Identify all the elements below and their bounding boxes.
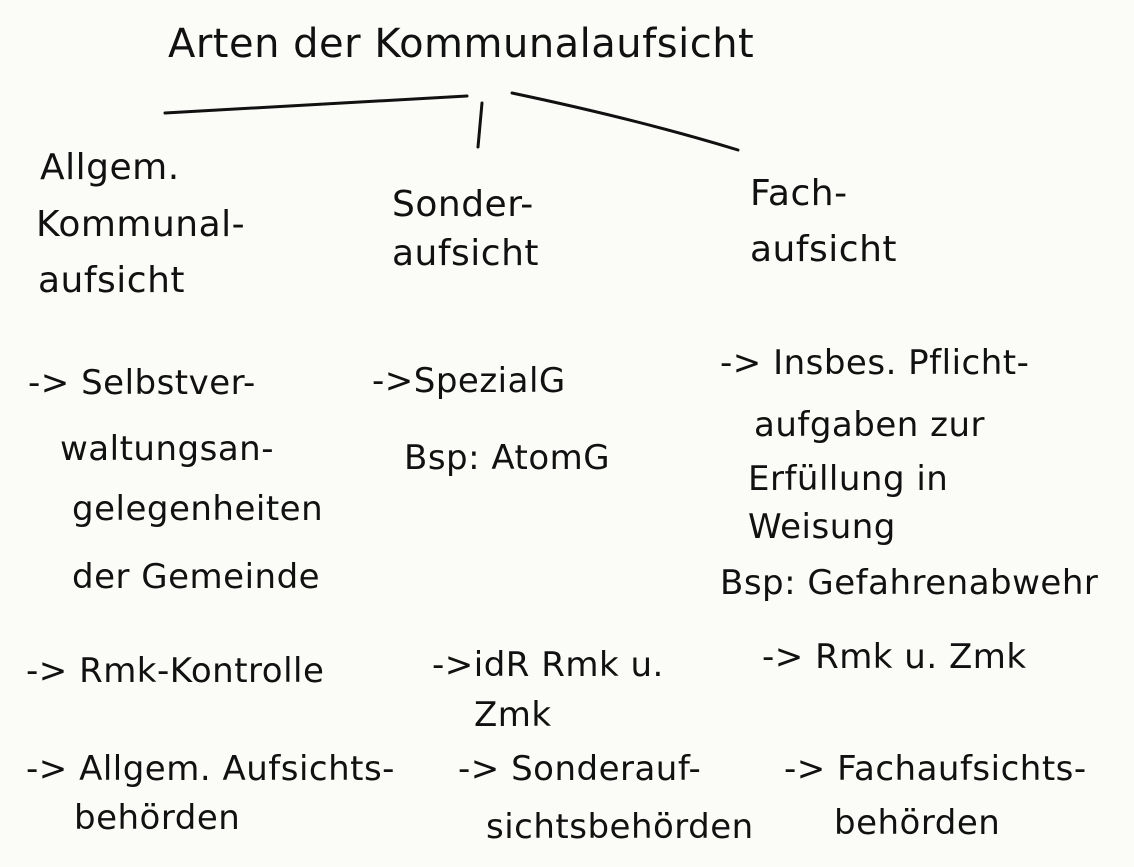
- col2-heading-line1: Sonder-: [392, 184, 534, 225]
- col3-control: -> Rmk u. Zmk: [762, 637, 1027, 677]
- col3-scope-line2: aufgaben zur: [754, 405, 986, 445]
- col3-scope-line1: -> Insbes. Pflicht-: [720, 343, 1030, 383]
- col2-scope-line1: ->SpezialG: [372, 361, 566, 401]
- diagram-title: Arten der Kommunalaufsicht: [168, 21, 755, 67]
- col3-scope-line3: Erfüllung in: [748, 459, 949, 499]
- col2-authority-line1: -> Sonderauf-: [458, 749, 702, 789]
- col1-scope-line3: gelegenheiten: [72, 489, 324, 529]
- branch-line-middle: [478, 103, 482, 147]
- col3-heading-line2: aufsicht: [750, 229, 898, 270]
- col1-heading-line1: Allgem.: [40, 147, 180, 188]
- col1-heading-line2: Kommunal-: [36, 204, 246, 245]
- col2-authority-line2: sichtsbehörden: [486, 807, 754, 847]
- col2-heading-line2: aufsicht: [392, 233, 540, 274]
- col2-control-line2: Zmk: [474, 695, 552, 735]
- branch-line-left: [165, 96, 467, 113]
- col1-authority-line2: behörden: [74, 798, 241, 838]
- col3-scope-line4: Weisung: [748, 507, 896, 547]
- col1-scope-line1: -> Selbstver-: [28, 363, 256, 403]
- col3-heading-line1: Fach-: [750, 173, 848, 214]
- col1-authority-line1: -> Allgem. Aufsichts-: [26, 749, 395, 789]
- col3-authority-line2: behörden: [834, 803, 1001, 843]
- branch-line-right: [512, 93, 738, 150]
- col3-example: Bsp: Gefahrenabwehr: [720, 563, 1099, 603]
- col1-heading-line3: aufsicht: [38, 260, 186, 301]
- col1-control: -> Rmk-Kontrolle: [26, 651, 325, 691]
- col2-example: Bsp: AtomG: [404, 438, 611, 478]
- col3-authority-line1: -> Fachaufsichts-: [784, 749, 1087, 789]
- col2-control-line1: ->idR Rmk u.: [432, 645, 664, 685]
- col1-scope-line4: der Gemeinde: [72, 557, 321, 597]
- col1-scope-line2: waltungsan-: [60, 429, 274, 469]
